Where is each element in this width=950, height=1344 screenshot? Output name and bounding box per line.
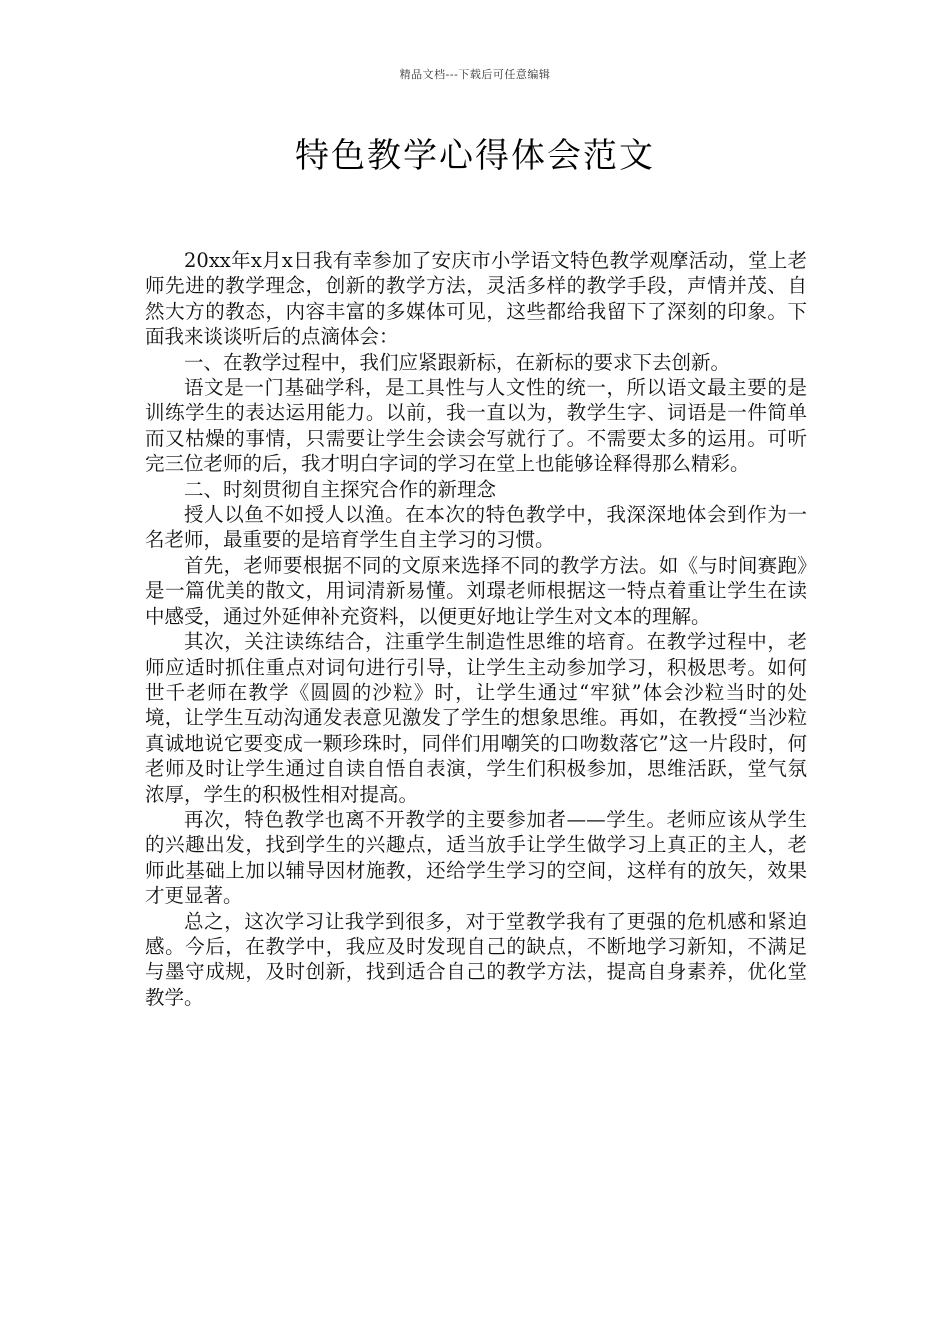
document-body: [145, 248, 807, 1010]
paragraph-first: 首先，老师要根据不同的文原来选择不同的教学方法。如《与时间赛跑》是一篇优美的散文，用词清新易懂。刘璟老师根据这一特点着重让学生在读中感受，通过外延伸补充资料，以便更好地让学生对文本的理解。: [145, 553, 807, 628]
paragraph-teach-fishing: 授人以鱼不如授人以渔。在本次的特色教学中，我深深地体会到作为一名老师，最重要的是培育学生自主学习的习惯。: [145, 503, 807, 552]
paragraph-second: 其次，关注读练结合，注重学生制造性思维的培育。在教学过程中，老师应适时抓住重点对词句进行引导，让学生主动参加学习，积极思考。如何世千老师在教学《圆圆的沙粒》时，让学生通过“牢狱”体会沙粒当时的处境，让学生互动沟通发表意见激发了学生的想象思维。再如，在教授“当沙粒真诚地说它要变成一颗珍珠时，同伴们用嘲笑的口吻数落它”这一片段时，何老师及时让学生通过自读自悟自表演，学生们积极参加，思维活跃，堂气氛浓厚，学生的积极性相对提高。: [145, 630, 807, 806]
paragraph-conclusion: 总之，这次学习让我学到很多，对于堂教学我有了更强的危机感和紧迫感。今后，在教学中，我应及时发现自己的缺点，不断地学习新知，不满足与墨守成规，及时创新，找到适合自己的教学方法，提高自身素养，优化堂教学。: [145, 909, 807, 1009]
document-title: 特色教学心得体会范文: [295, 136, 655, 176]
paragraph-chinese-basics: 语文是一门基础学科，是工具性与人文性的统一，所以语文最主要的是训练学生的表达运用能力。以前，我一直以为，教学生字、词语是一件简单而又枯燥的事情，只需要让学生会读会写就行了。不需要太多的运用。可听完三位老师的后，我才明白字词的学习在堂上也能够诠释得那么精彩。: [145, 376, 807, 476]
heading-section-1: 一、在教学过程中，我们应紧跟新标，在新标的要求下去创新。: [184, 350, 731, 374]
paragraph-third: 再次，特色教学也离不开教学的主要参加者——学生。老师应该从学生的兴趣出发，找到学生的兴趣点，适当放手让学生做学习上真正的主人，老师此基础上加以辅导因材施教，还给学生学习的空间，这样有的放矢，效果才更显著。: [145, 807, 807, 908]
heading-section-2: 二、时刻贯彻自主探究合作的新理念: [184, 477, 497, 501]
header-note: 精品文档---下载后可任意编辑: [399, 68, 551, 81]
paragraph-intro: 20xx年x月x日我有幸参加了安庆市小学语文特色教学观摩活动，堂上老师先进的教学理念，创新的教学方法，灵活多样的教学手段，声情并茂、自然大方的教态，内容丰富的多媒体可见，这些都给我留下了深刻的印象。下面我来谈谈听后的点滴体会：: [145, 249, 807, 349]
